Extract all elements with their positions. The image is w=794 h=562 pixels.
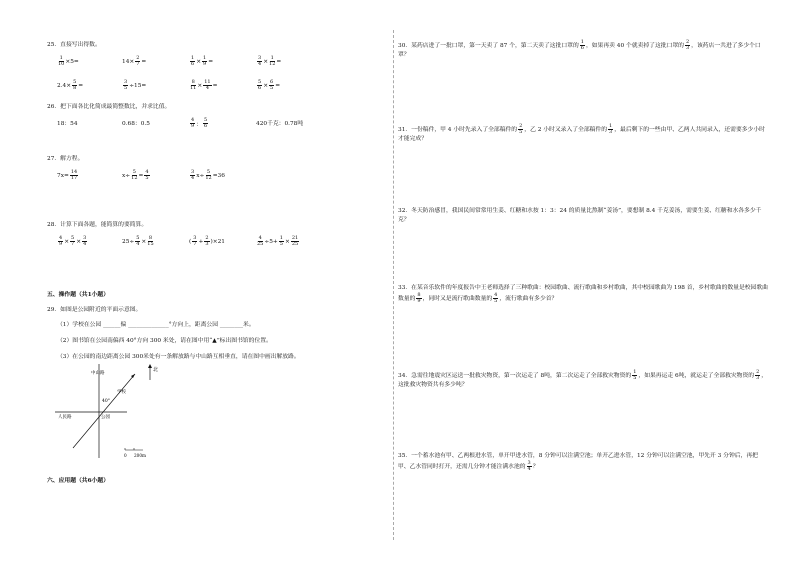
q27-title: 27．解方程。 (47, 156, 84, 162)
q25-row2-item-3: $\frac{8}{11}$ × $\frac{11}{4}$ = (190, 79, 218, 91)
q25-row1-item-4: $\frac{3}{4}$ × $\frac{1}{12}$ = (258, 55, 282, 67)
q28-item-1: $\frac{4}{9}$ × $\frac{5}{7}$ × $\frac{3}{4}$ (59, 235, 87, 247)
map-school-label: 学校 (117, 390, 126, 395)
column-divider (393, 30, 394, 540)
q26-item-1: 18：54 (57, 121, 78, 127)
q25-row1-item-3: $\frac{1}{6}$ × $\frac{1}{9}$ = (191, 55, 214, 67)
q33-text: 33．在某音乐软件的年度报告中王老师选择了三种歌曲：校园歌曲、流行歌曲和乡村歌曲，其中校园歌曲为 198 首，乡村歌曲的数量是校园歌曲数量的 $\frac{8}{9}$ ，同时又是流行歌曲数量的 $\frac{4}{5}$ ，流行歌曲有多少首？ (398, 285, 768, 304)
q28-item-3: ( $\frac{3}{7}$ + $\frac{2}{3}$ )×21 (189, 235, 225, 247)
q32-text: 32．冬天防治感冒，我国民间常常用生姜、红糖和水按 1：3：24 的质量比熬制“姜汤”，要想制 8.4 千克姜汤，需要生姜、红糖和水各多少千克？ (398, 208, 762, 223)
q26-item-4: 420千克：0.78吨 (256, 121, 304, 127)
school-direction-line (73, 374, 135, 448)
q25-row2-item-1: 2.4× $\frac{5}{8}$ = (57, 79, 84, 91)
q27-item-2: x÷ $\frac{5}{12}$ = $\frac{4}{5}$ (122, 169, 149, 181)
q27-item-1: 7x= $\frac{14}{17}$ (57, 169, 78, 181)
map-park-label: 公园 (101, 415, 110, 420)
q26-title: 26．把下面各比化简成最简整数比，并求比值。 (47, 104, 171, 110)
q25-title: 25．直接写出得数。 (47, 42, 101, 48)
q31-text: 31．一份稿件，甲 4 小时先录入了全部稿件的 $\frac{2}{5}$ ，乙 2 小时又录入了全部稿件的 $\frac{1}{3}$ ，最后剩下的一些由甲、乙两人共同录入，还需要多少小时才能完成？ (398, 123, 765, 142)
q25-row2-item-2: $\frac{3}{5}$ ÷15= (124, 79, 147, 91)
q35-text: 35．一个蓄水池有甲、乙两根进水管，单开甲进水管，8 分钟可以注满空池；单开乙进水管，12 分钟可以注满空池，甲先开 3 分钟后，再把甲、乙水管同时打开，还需几分钟才能注满水池的 $\frac{3}{4}$ ？ (398, 453, 758, 472)
map-north-label: 北 (153, 367, 159, 373)
q26-item-2: 0.68：0.5 (122, 121, 150, 127)
q27-item-3: $\frac{3}{4}$ x÷ $\frac{5}{12}$ =36 (191, 169, 225, 181)
q29-title: 29．如图是公园附近的平面示意图。 (47, 307, 142, 313)
q30-text: 30．某药店进了一批口罩，第一天卖了 87 个，第二天卖了这批口罩的 $\frac{1}{6}$ ，如果再卖 40 个就卖掉了这批口罩的 $\frac{2}{3}$ ，该药店一共进了多少个口罩？ (398, 39, 761, 58)
q29-sub1: （1）学校在公园 ______偏 ______________°方向上，距离公园 ________米。 (57, 322, 255, 328)
q34-text: 34．急需往地震灾区运送一批救灾物资，第一次运走了 8吨，第二次运走了全部救灾物资的 $\frac{1}{5}$ ，如果再运走 6吨，就运走了全部救灾物资的 $\frac{2}{3}$ ，这批救灾物资共有多少吨？ (398, 369, 768, 388)
map-renmin-label: 人民路 (58, 415, 72, 420)
q25-row1-item-1: $\frac{1}{10}$ ×5= (58, 55, 79, 67)
map-scale-zero: 0 (124, 453, 127, 458)
section-5-heading: 五、操作题（共1小题） (47, 292, 110, 298)
map-scale-label: 200m (134, 453, 146, 458)
section-6-heading: 六、应用题（共6小题） (47, 478, 110, 484)
q28-item-2: 25÷ $\frac{5}{4}$ × $\frac{8}{15}$ (122, 235, 154, 247)
q28-item-4: $\frac{4}{25}$ ÷5+ $\frac{1}{5}$ × $\frac{21}{25}$ (257, 235, 299, 247)
map-angle-label: 40° (102, 399, 110, 404)
q28-title: 28．计算下面各题，能简算的要简算。 (47, 222, 148, 228)
park-map (55, 362, 165, 460)
q29-sub3: （3）在公园的南边距离公园 300米处有一条解放路与中山路互相垂直，请在图中画出解放路。 (57, 354, 300, 360)
map-zhongshan-label: 中山路 (91, 371, 105, 376)
q25-row1-item-2: 14× $\frac{2}{7}$ = (122, 55, 147, 67)
q25-row2-item-4: $\frac{5}{6}$ × $\frac{6}{5}$ = (258, 79, 281, 91)
q29-sub2: （2）图书馆在公园南偏西 40°方向 300 米处，请在图中用“▲”标出图书馆的位置。 (57, 338, 272, 344)
q26-item-3: $\frac{4}{9}$ ： $\frac{5}{6}$ (191, 117, 208, 129)
